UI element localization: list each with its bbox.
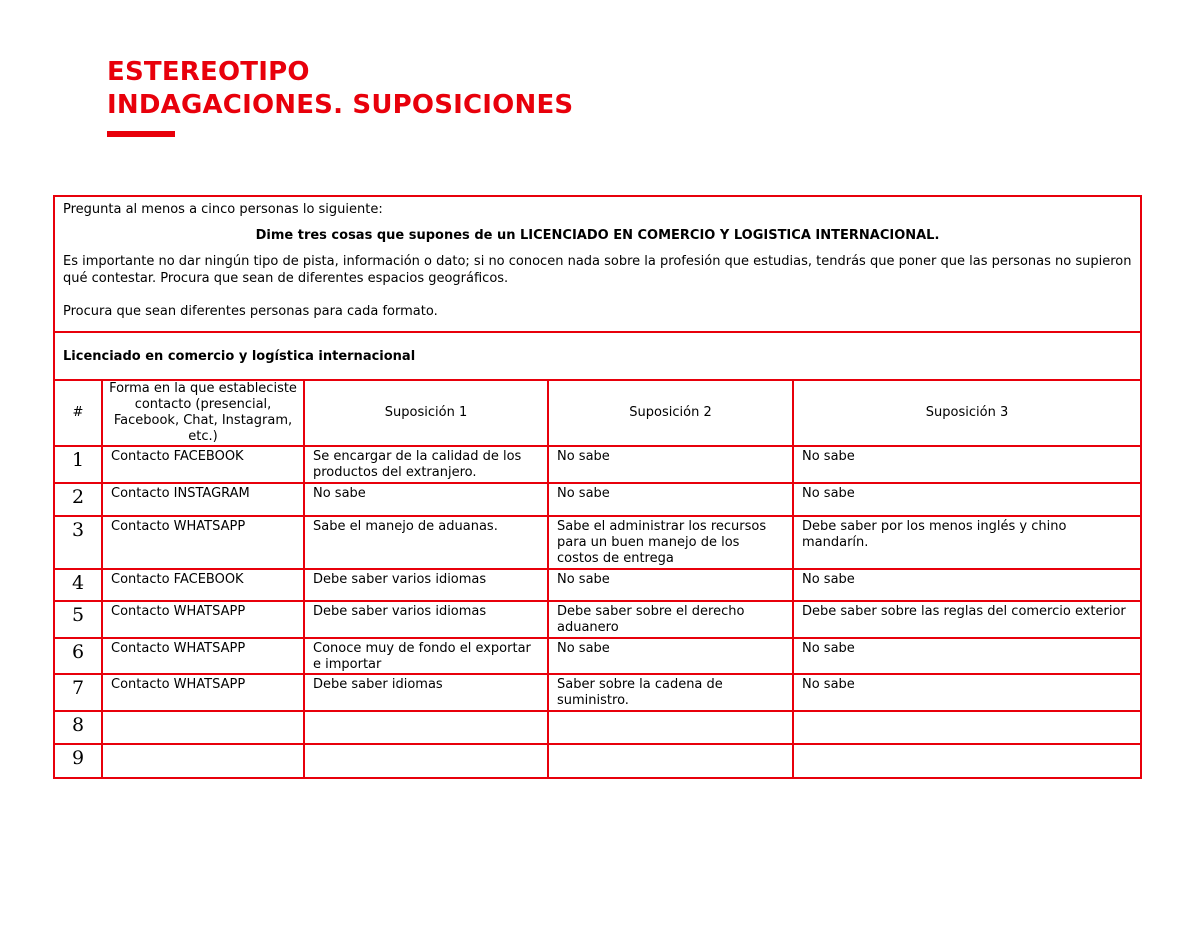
row-number: 2 — [54, 483, 102, 516]
contact-cell[interactable]: Contacto INSTAGRAM — [102, 483, 304, 516]
suposicion-2-cell[interactable]: No sabe — [548, 569, 793, 601]
table-row — [54, 516, 1141, 569]
row-number: 1 — [54, 446, 102, 483]
row-number: 3 — [54, 516, 102, 569]
suposicion-2-cell[interactable]: No sabe — [548, 483, 793, 516]
row-number: 7 — [54, 674, 102, 711]
table-row — [54, 744, 1141, 778]
row-number: 4 — [54, 569, 102, 601]
suposicion-2-cell[interactable]: No sabe — [548, 446, 793, 483]
suposicion-1-cell[interactable] — [304, 744, 548, 778]
instructions-question: Dime tres cosas que supones de un LICENCIADO EN COMERCIO Y LOGISTICA INTERNACIONAL. — [255, 228, 940, 243]
survey-table — [53, 195, 1142, 779]
contact-cell[interactable]: Contacto WHATSAPP — [102, 601, 304, 638]
suposicion-1-cell[interactable]: Debe saber idiomas — [304, 674, 548, 711]
row-number: 9 — [54, 744, 102, 778]
table-row — [54, 601, 1141, 638]
suposicion-3-cell[interactable]: No sabe — [793, 674, 1141, 711]
contact-cell[interactable]: Contacto WHATSAPP — [102, 516, 304, 569]
table-row — [54, 569, 1141, 601]
contact-cell[interactable]: Contacto WHATSAPP — [102, 638, 304, 674]
suposicion-1-cell[interactable]: Sabe el manejo de aduanas. — [304, 516, 548, 569]
suposicion-3-cell[interactable]: No sabe — [793, 638, 1141, 674]
table-row — [54, 638, 1141, 674]
suposicion-3-cell[interactable] — [793, 744, 1141, 778]
contact-cell[interactable]: Contacto FACEBOOK — [102, 446, 304, 483]
instructions-line-1: Pregunta al menos a cinco personas lo siguiente: — [63, 202, 383, 217]
suposicion-1-cell[interactable]: No sabe — [304, 483, 548, 516]
suposicion-2-cell[interactable]: No sabe — [548, 638, 793, 674]
suposicion-2-cell[interactable]: Sabe el administrar los recursos para un buen manejo de los costos de entrega — [548, 516, 793, 569]
suposicion-3-cell[interactable]: Debe saber sobre las reglas del comercio exterior — [793, 601, 1141, 638]
page-title — [107, 56, 573, 122]
suposicion-3-cell[interactable]: No sabe — [793, 569, 1141, 601]
instructions-cell — [54, 196, 1141, 332]
suposicion-2-cell[interactable] — [548, 744, 793, 778]
header-contact: Forma en la que estableciste contacto (presencial, Facebook, Chat, Instagram, etc.) — [102, 380, 304, 446]
suposicion-3-cell[interactable] — [793, 711, 1141, 744]
suposicion-1-cell[interactable]: Se encargar de la calidad de los productos del extranjero. — [304, 446, 548, 483]
suposicion-3-cell[interactable]: Debe saber por los menos inglés y chino mandarín. — [793, 516, 1141, 569]
suposicion-1-cell[interactable] — [304, 711, 548, 744]
contact-cell[interactable] — [102, 744, 304, 778]
header-suposicion-1: Suposición 1 — [304, 380, 548, 446]
table-row — [54, 711, 1141, 744]
suposicion-3-cell[interactable]: No sabe — [793, 483, 1141, 516]
contact-cell[interactable]: Contacto WHATSAPP — [102, 674, 304, 711]
table-row — [54, 446, 1141, 483]
header-num: # — [54, 380, 102, 446]
suposicion-1-cell[interactable]: Debe saber varios idiomas — [304, 601, 548, 638]
suposicion-3-cell[interactable]: No sabe — [793, 446, 1141, 483]
contact-cell[interactable] — [102, 711, 304, 744]
title-line-2: INDAGACIONES. SUPOSICIONES — [107, 90, 574, 120]
instructions-last-line: Procura que sean diferentes personas para cada formato. — [63, 304, 438, 319]
row-number: 6 — [54, 638, 102, 674]
table-row — [54, 674, 1141, 711]
suposicion-1-cell[interactable]: Conoce muy de fondo el exportar e importar — [304, 638, 548, 674]
table-row — [54, 483, 1141, 516]
instructions-paragraph: Es importante no dar ningún tipo de pista, información o dato; si no conocen nada sobre la profesión que estudias, tendrás que poner que las personas no supieron qué contestar. Procura que sean de diferentes espacios geográficos. — [63, 254, 1132, 286]
suposicion-2-cell[interactable]: Saber sobre la cadena de suministro. — [548, 674, 793, 711]
title-underline — [107, 131, 175, 137]
contact-cell[interactable]: Contacto FACEBOOK — [102, 569, 304, 601]
row-number: 8 — [54, 711, 102, 744]
header-suposicion-3: Suposición 3 — [793, 380, 1141, 446]
suposicion-2-cell[interactable] — [548, 711, 793, 744]
row-number: 5 — [54, 601, 102, 638]
title-line-1: ESTEREOTIPO — [107, 57, 310, 87]
suposicion-1-cell[interactable]: Debe saber varios idiomas — [304, 569, 548, 601]
header-suposicion-2: Suposición 2 — [548, 380, 793, 446]
suposicion-2-cell[interactable]: Debe saber sobre el derecho aduanero — [548, 601, 793, 638]
section-title: Licenciado en comercio y logística internacional — [54, 332, 1141, 380]
spacer — [63, 287, 1132, 303]
